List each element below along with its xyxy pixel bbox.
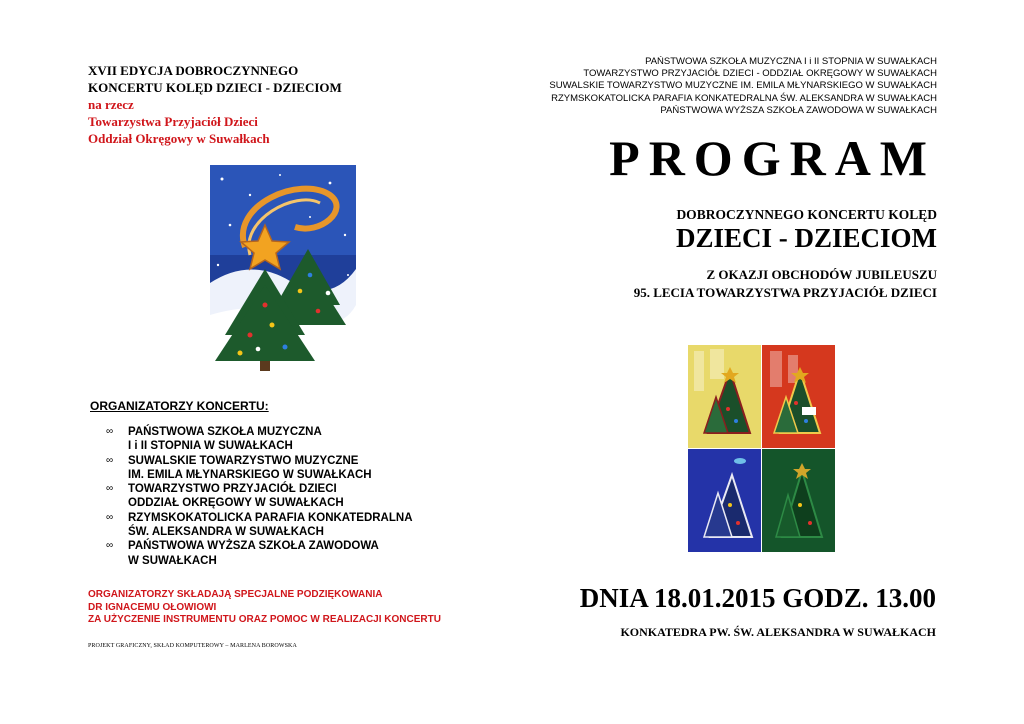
program-title: PROGRAM [609,130,936,186]
thanks-line: ORGANIZATORZY SKŁADAJĄ SPECJALNE PODZIĘKOWANIA [88,589,383,600]
organizer-line: TOWARZYSTWO PRZYJACIÓŁ DZIECI - ODDZIAŁ OKRĘGOWY W SUWAŁKACH [583,68,937,80]
organizers-heading: ORGANIZATORZY KONCERTU: [90,399,269,413]
organizers-header [549,56,937,117]
organizer-line: SUWALSKIE TOWARZYSTWO MUZYCZNE [128,454,359,467]
edition-line: KONCERTU KOLĘD DZIECI - DZIECIOM [88,80,342,95]
occasion-line: Z OKAZJI OBCHODÓW JUBILEUSZU [706,267,937,282]
list-item [106,425,413,454]
beneficiary-line: na rzecz [88,97,134,112]
edition-line: XVII EDYCJA DOBROCZYNNEGO [88,63,299,78]
organizer-line: RZYMSKOKATOLICKA PARAFIA KONKATEDRALNA ŚW. ALEKSANDRA W SUWAŁKACH [551,92,937,104]
organizer-line: PAŃSTWOWA SZKOŁA MUZYCZNA [128,426,322,438]
list-item [106,539,413,568]
occasion-text [634,266,937,301]
organizer-line: ODDZIAŁ OKRĘGOWY W SUWAŁKACH [128,497,344,510]
edition-heading [88,62,342,147]
organizer-line: PAŃSTWOWA WYŻSZA SZKOŁA ZAWODOWA W SUWAŁKACH [660,104,937,116]
organizers-list [106,425,413,568]
beneficiary-line: Towarzystwa Przyjaciół Dzieci [88,114,258,129]
list-item [106,482,413,511]
concert-venue: KONKATEDRA PW. ŚW. ALEKSANDRA W SUWAŁKACH [620,625,936,639]
concert-date-time: DNIA 18.01.2015 GODZ. 13.00 [579,583,936,613]
bullet-icon: ∞ [106,426,114,437]
list-item [106,511,413,540]
acknowledgements [88,589,441,627]
organizer-line: IM. EMILA MŁYNARSKIEGO W SUWAŁKACH [128,468,372,481]
organizer-line: TOWARZYSTWO PRZYJACIÓŁ DZIECI [128,483,337,496]
bullet-icon: ∞ [106,454,114,466]
concert-subtitle: DOBROCZYNNEGO KONCERTU KOLĘD [676,207,937,222]
organizer-line: PAŃSTWOWA WYŻSZA SZKOŁA ZAWODOWA [128,540,379,553]
thanks-line: ZA UŻYCZENIE INSTRUMENTU ORAZ POMOC W REALIZACJI KONCERTU [88,614,441,625]
organizer-line: I i II STOPNIA W SUWAŁKACH [128,440,293,453]
organizer-line: ŚW. ALEKSANDRA W SUWAŁKACH [128,526,324,539]
organizer-line: SUWALSKIE TOWARZYSTWO MUZYCZNE IM. EMILA MŁYNARSKIEGO W SUWAŁKACH [549,80,937,92]
organizer-line: RZYMSKOKATOLICKA PARAFIA KONKATEDRALNA [128,511,413,524]
bullet-icon: ∞ [106,540,114,552]
four-trees-painting [688,345,835,552]
bullet-icon: ∞ [106,511,114,523]
bullet-icon: ∞ [106,483,114,495]
concert-title: DZIECI - DZIECIOM [675,223,937,253]
design-credits: PROJEKT GRAFICZNY, SKŁAD KOMPUTEROWY – MARLENA BOROWSKA [88,643,297,649]
list-item [106,454,413,483]
thanks-line: DR IGNACEMU OŁOWIOWI [88,601,217,613]
organizer-line: PAŃSTWOWA SZKOŁA MUZYCZNA I i II STOPNIA W SUWAŁKACH [645,56,937,67]
christmas-tree-painting [210,165,356,383]
occasion-line: 95. LECIA TOWARZYSTWA PRZYJACIÓŁ DZIECI [633,284,937,300]
beneficiary-line: Oddział Okręgowy w Suwałkach [88,131,270,146]
organizer-line: W SUWAŁKACH [128,554,217,567]
